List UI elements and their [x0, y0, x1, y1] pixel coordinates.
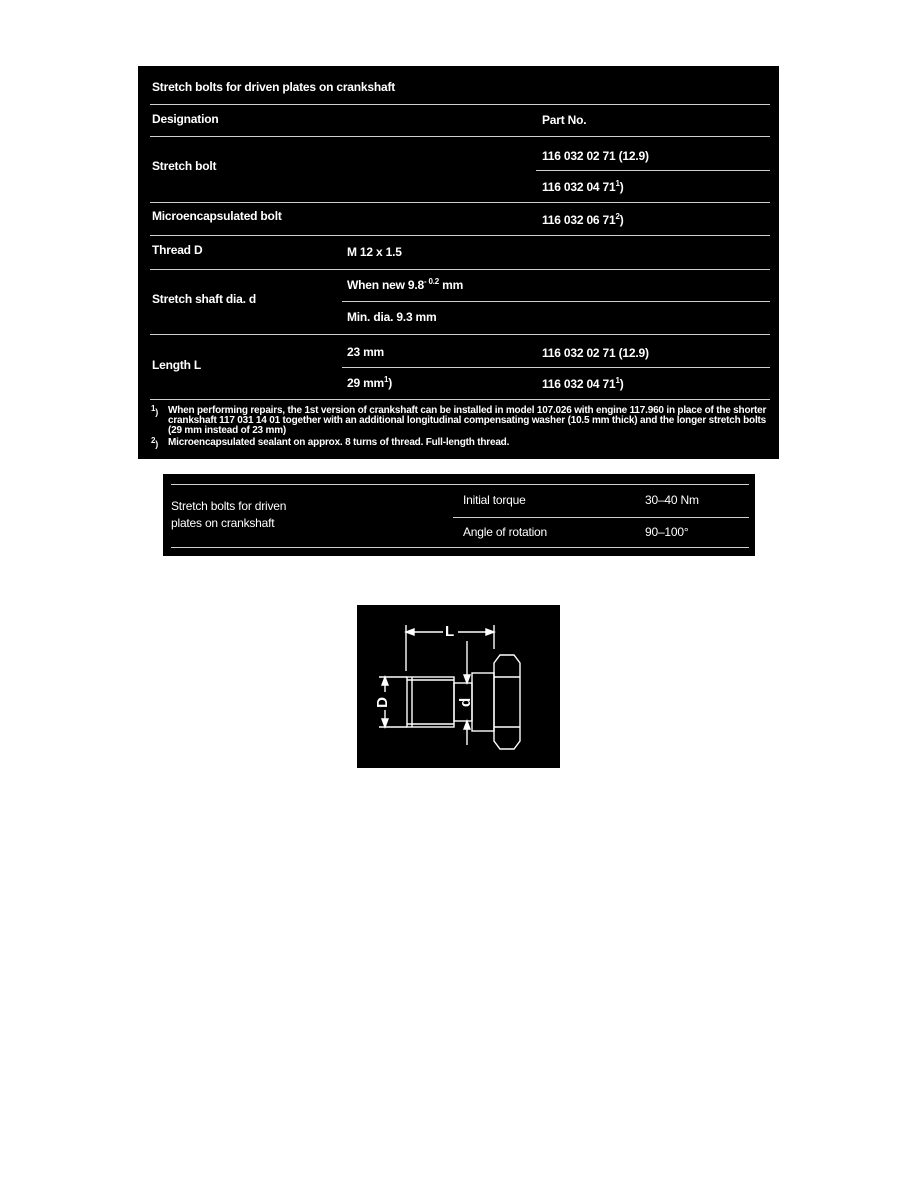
stretch-shaft-when-new: When new $9.8^{- 0.2}$ mm	[347, 277, 464, 292]
divider	[150, 235, 770, 236]
bolt-thread	[407, 677, 454, 727]
label-L: L	[445, 623, 454, 640]
divider	[453, 517, 749, 518]
footnote-1: When performing repairs, the 1st version of crankshaft can be installed in model 107.026 with engine 117.960 in place of the shorter crankshaft 117 031 14 01 together with an additional longitudinal compensating washer (10.5 mm thick) and the longer stretch bolts (29 mm instead of 23 mm)	[168, 405, 767, 436]
arrowhead	[382, 719, 388, 727]
torque-spec-table	[163, 474, 755, 556]
divider	[536, 170, 770, 171]
stretch-bolt-part-2: 116 032 04 $71^1$)	[542, 179, 624, 194]
stretch-shaft-min: Min. dia. 9.3 mm	[347, 310, 437, 324]
arrowhead	[382, 677, 388, 685]
divider	[150, 202, 770, 203]
initial-torque-label: Initial torque	[463, 493, 526, 507]
angle-of-rotation-value: 90–100°	[645, 525, 689, 539]
microencapsulated-bolt-part: 116 032 06 $71^2$)	[542, 212, 624, 227]
arrowhead	[464, 721, 470, 729]
bolt-head	[494, 655, 520, 749]
thread-value: M 12 x 1.5	[347, 245, 402, 259]
header-part-no: Part No.	[542, 113, 587, 127]
angle-of-rotation-label: Angle of rotation	[463, 525, 547, 539]
table-title: Stretch bolts for driven plates on crankshaft	[152, 80, 396, 94]
thread-label: Thread D	[152, 243, 203, 257]
divider	[150, 136, 770, 137]
initial-torque-value: 30–40 Nm	[645, 493, 699, 507]
stretch-bolt-label: Stretch bolt	[152, 159, 217, 173]
bolt-drawing	[357, 605, 560, 768]
label-D: D	[373, 697, 391, 708]
arrowhead	[406, 629, 414, 635]
stretch-shaft-label: Stretch shaft dia. d	[152, 292, 257, 306]
divider	[171, 547, 749, 548]
length-1: 23 mm	[347, 345, 385, 359]
arrowhead	[464, 675, 470, 683]
torque-label-line-2: plates on crankshaft	[171, 516, 275, 530]
length-1-part: 116 032 02 71 (12.9)	[542, 346, 649, 360]
footnote-1-mark: $^1$)	[151, 404, 159, 417]
divider	[150, 104, 770, 105]
divider	[342, 301, 770, 302]
torque-label-line-1: Stretch bolts for driven	[171, 499, 287, 513]
arrowhead	[486, 629, 494, 635]
stretch-bolt-spec-table	[138, 66, 779, 459]
footnote-2: Microencapsulated sealant on approx. 8 turns of thread. Full-length thread.	[168, 437, 510, 448]
bolt-diagram	[357, 605, 560, 768]
stretch-bolt-part-1: 116 032 02 71 (12.9)	[542, 149, 649, 163]
divider	[150, 399, 770, 400]
length-2: 29 $mm^1$)	[347, 375, 393, 390]
divider	[150, 334, 770, 335]
microencapsulated-bolt-label: Microencapsulated bolt	[152, 209, 282, 223]
header-designation: Designation	[152, 112, 219, 126]
footnote-2-mark: $^2$)	[151, 436, 159, 449]
bolt-flange	[472, 673, 494, 731]
length-2-part: 116 032 04 $71^1$)	[542, 376, 624, 391]
divider	[342, 367, 770, 368]
length-label: Length L	[152, 358, 202, 372]
divider	[150, 269, 770, 270]
divider	[171, 484, 749, 485]
label-d: d	[456, 698, 474, 707]
